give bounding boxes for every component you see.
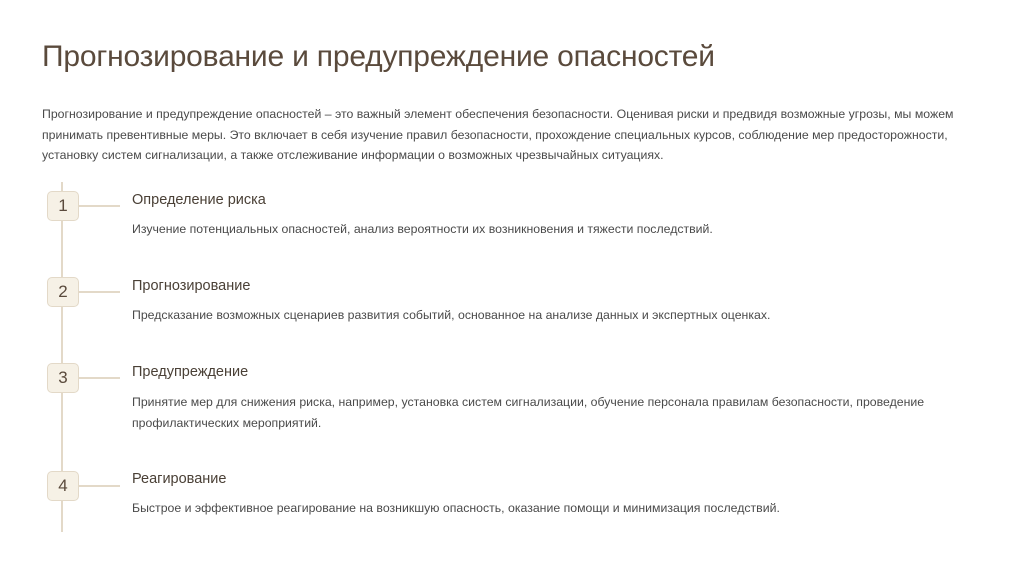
timeline-connector: [78, 377, 120, 379]
step-number-badge: 2: [47, 277, 79, 307]
step-title: Прогнозирование: [132, 278, 251, 294]
intro-paragraph: Прогнозирование и предупреждение опасностей – это важный элемент обеспечения безопасности. Оценивая риски и предвидя возможные угрозы, мы можем принимать превентивные меры. Это включает в себя изучение правил безопасности, прохождение специальных курсов, соблюдение мер предосторожности, установку систем сигнализации, а также отслеживание информации о возможных чрезвычайных ситуациях.: [42, 107, 954, 162]
timeline-connector: [78, 485, 120, 487]
step-title: Предупреждение: [132, 364, 249, 380]
step-description: Принятие мер для снижения риска, например, установка систем сигнализации, обучение персонала правилам безопасности, проведение профилактических мероприятий.: [132, 395, 925, 430]
step-description: Предсказание возможных сценариев развития событий, основанное на анализе данных и экспертных оценках.: [132, 308, 771, 322]
timeline-connector: [78, 291, 120, 293]
step-number-badge: 3: [47, 363, 79, 393]
step-number-badge: 4: [47, 471, 79, 501]
step-number-badge: 1: [47, 191, 79, 221]
timeline-connector: [78, 205, 120, 207]
step-description: Изучение потенциальных опасностей, анализ вероятности их возникновения и тяжести последствий.: [132, 222, 713, 236]
step-description: Быстрое и эффективное реагирование на возникшую опасность, оказание помощи и минимизация последствий.: [132, 501, 780, 515]
step-title: Определение риска: [132, 192, 266, 208]
page-title: Прогнозирование и предупреждение опасностей: [42, 40, 715, 73]
step-title: Реагирование: [132, 471, 227, 487]
